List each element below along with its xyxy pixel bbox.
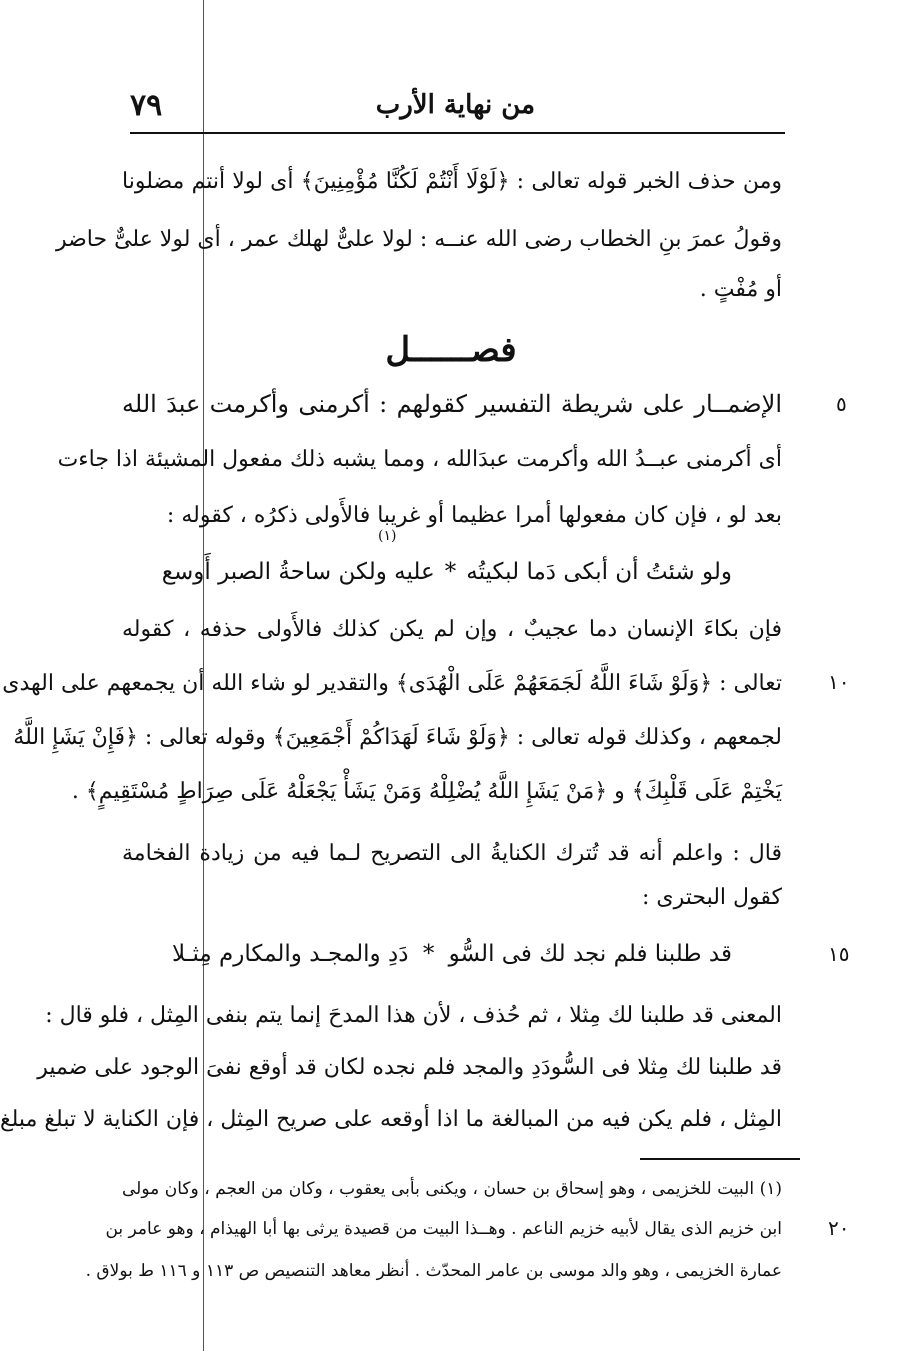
footnote-line: ابن خزيم الذى يقال لأبيه خزيم الناعم . وهــذا البيت من قصيدة يرثى بها أبا الهيذام ، وهو عامر بن	[105, 1219, 782, 1239]
body-line: يَخْتِمْ عَلَى قَلْبِكَ﴾ و ﴿مَنْ يَشَإِ اللَّهُ يُضْلِلْهُ وَمَنْ يَشَأْ يَجْعَلْهُ عَلَى صِرَاطٍ مُسْتَقِيمٍ﴾ .	[71, 779, 782, 804]
header-rule	[130, 132, 785, 134]
body-line: فإن بكاءَ الإنسان دما عجيبٌ ، وإن لم يكن كذلك فالأَولى حذفه ، كقوله	[122, 617, 782, 642]
page-number: ٧٩	[130, 88, 163, 123]
body-line: قال : واعلم أنه قد تُترك الكنايةُ الى التصريح لـما فيه من زيادة الفخامة	[122, 841, 782, 866]
body-line: كقول البحترى :	[641, 885, 782, 910]
body-line: بعد لو ، فإن كان مفعولها أمرا عظيما أو غريبا فالأَولى ذكرُه ، كقوله :	[166, 503, 782, 528]
verse-second-hemistich: عليه ولكن ساحةُ الصبر أَوسع	[161, 559, 435, 585]
body-line: المِثل ، فلم يكن فيه من المبالغة ما اذا أوقعه على صريح المِثل ، فإن الكناية لا تبلغ مبلغ	[0, 1107, 782, 1132]
line-number: ١٥	[828, 942, 850, 966]
running-title: من نهاية الأرب	[375, 90, 535, 120]
verse-line	[161, 552, 732, 592]
body-line: المعنى قد طلبنا لك مِثلا ، ثم حُذف ، لأن هذا المدحَ إنما يتم بنفى المِثل ، فلو قال :	[45, 1003, 782, 1028]
verse-line	[172, 934, 732, 974]
verse-separator: *	[444, 559, 457, 585]
body-line: أو مُفْتٍ .	[699, 277, 782, 302]
line-number: ٢٠	[828, 1216, 850, 1240]
body-line: وقولُ عمرَ بنِ الخطاب رضى الله عنــه : لولا علىٌّ لهلك عمر ، أى لولا علىٌّ حاضر	[55, 227, 782, 252]
footnote-line: عمارة الخزيمى ، وهو والد موسى بن عامر المحدّث . أنظر معاهد التنصيص ص ١١٣ و ١١٦ ط بولاق .	[85, 1261, 782, 1281]
verse-second-hemistich: دَدِ والمجـد والمكارم مِثـلا	[172, 941, 409, 967]
body-line: الإضمــار على شريطة التفسير كقولهم : أكرمنى وأكرمت عبدَ الله	[122, 390, 782, 418]
line-number: ٥	[836, 392, 847, 416]
footnote-marker: (١)	[378, 528, 397, 544]
body-line: لجمعهم ، وكذلك قوله تعالى : ﴿وَلَوْ شَاءَ لَهَدَاكُمْ أَجْمَعِينَ﴾ وقوله تعالى : ﴿فَإِنْ يَشَإِ اللَّهُ	[13, 725, 782, 750]
body-line: أى أكرمنى عبــدُ الله وأكرمت عبدَالله ، ومما يشبه ذلك مفعول المشيئة اذا جاءت	[57, 447, 782, 472]
footnote-line: (١) البيت للخزيمى ، وهو إسحاق بن حسان ، ويكنى بأبى يعقوب ، وكان من العجم ، وكان مولى	[122, 1179, 782, 1199]
body-line: تعالى : ﴿وَلَوْ شَاءَ اللَّهُ لَجَمَعَهُمْ عَلَى الْهُدَى﴾ والتقدير لو شاء الله أن يجمعهم على الهدى	[2, 671, 782, 696]
verse-separator: *	[422, 941, 435, 967]
body-line: قد طلبنا لك مِثلا فى السُّودَدِ والمجد فلم نجده لكان قد أوقع نفىَ الوجود على ضمير	[37, 1055, 782, 1080]
verse-first-hemistich: قد طلبنا فلم نجد لك فى السُّو	[448, 941, 732, 967]
verse-first-hemistich: ولو شئتُ أن أبكى دَما لبكيتُه	[466, 559, 732, 585]
line-number: ١٠	[828, 670, 850, 694]
page-header	[130, 82, 785, 132]
footnote-rule	[640, 1158, 800, 1160]
section-heading: فصــــــل	[385, 330, 517, 370]
body-line: ومن حذف الخبر قوله تعالى : ﴿لَوْلَا أَنْتُمْ لَكُنَّا مُؤْمِنِينَ﴾ أى لولا أنتم مضلونا	[122, 169, 782, 194]
